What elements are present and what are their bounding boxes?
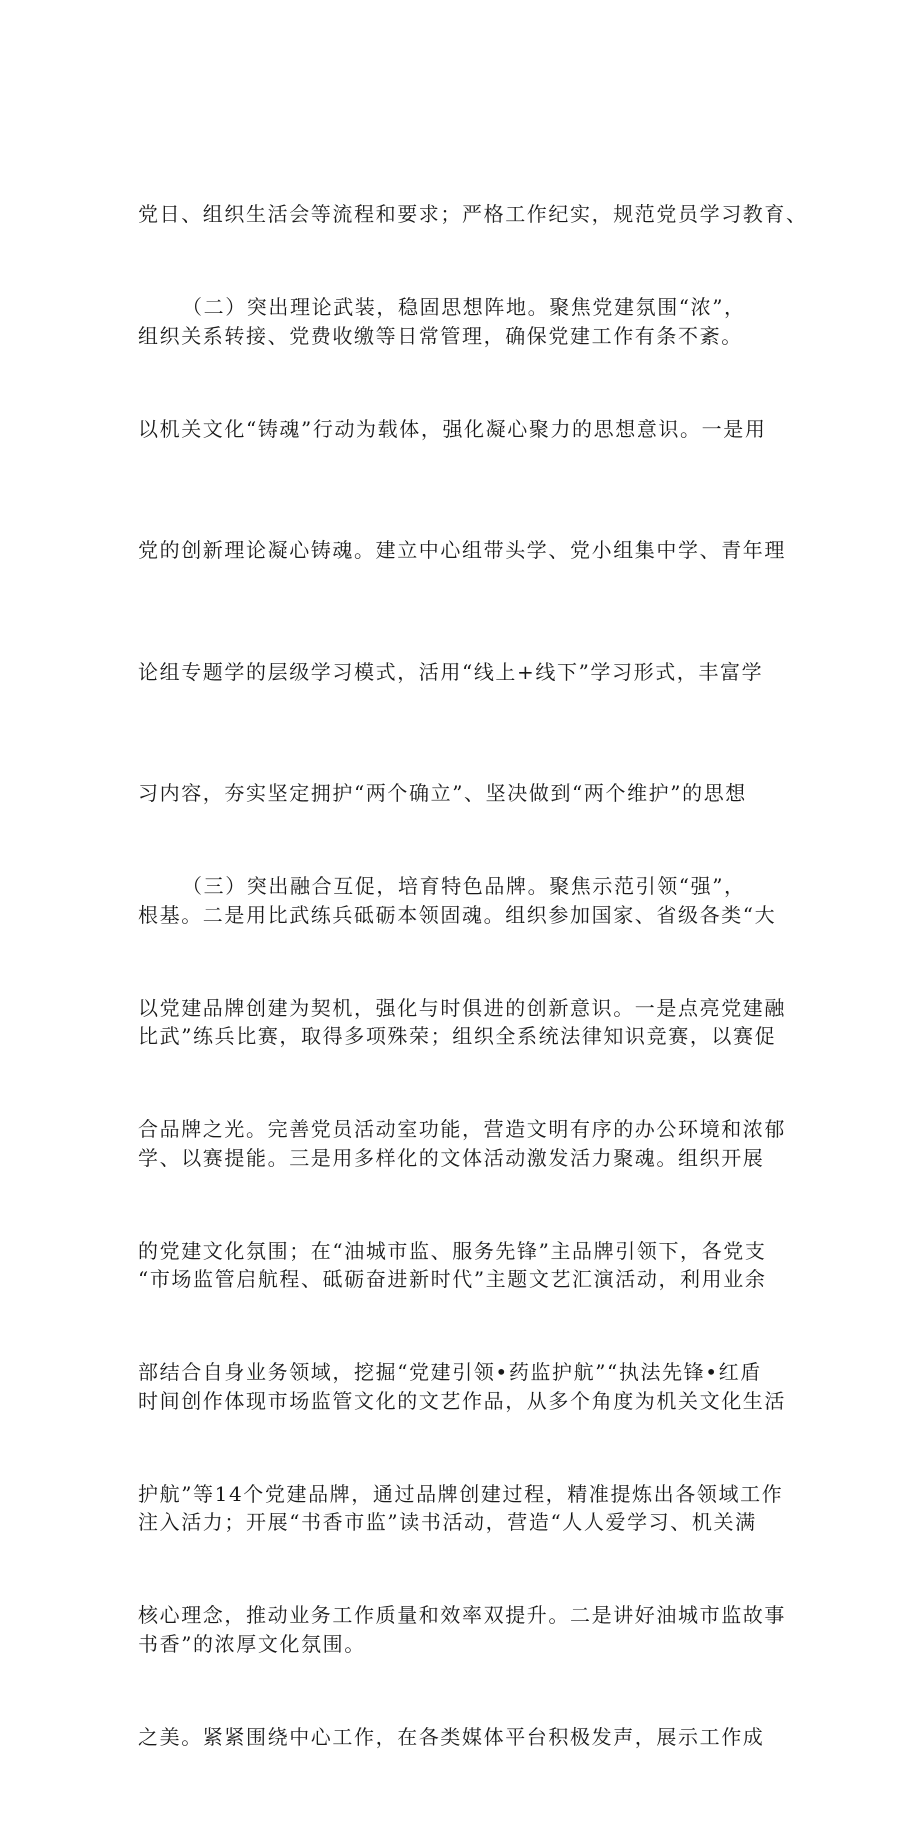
paragraph-3 <box>138 785 798 1838</box>
text-line: 护航”等14个党建品牌，通过品牌创建过程，精准提炼出各领域工作 <box>138 1481 784 1506</box>
text-line: 组织关系转接、党费收缴等日常管理，确保党建工作有条不紊。 <box>138 323 743 348</box>
text-line: 之美。紧紧围绕中心工作，在各类媒体平台积极发声，展示工作成 <box>138 1724 765 1749</box>
text-line: 党的创新理论凝心铸魂。建立中心组带头学、党小组集中学、青年理 <box>138 538 786 562</box>
text-line: 核心理念，推动业务工作质量和效率双提升。二是讲好油城市监故事 <box>138 1603 786 1627</box>
text-line: （三）突出融合互促，培育特色品牌。聚焦示范引领“强”， <box>182 874 746 898</box>
text-line: 比武”练兵比赛，取得多项殊荣；组织全系统法律知识竞赛，以赛促 <box>138 1024 777 1048</box>
text-line: 合品牌之光。完善党员活动室功能，营造文明有序的办公环境和浓郁 <box>138 1117 786 1141</box>
text-line: （二）突出理论武装，稳固思想阵地。聚焦党建氛围“浓”， <box>182 295 746 319</box>
text-line: 学、以赛提能。三是用多样化的文体活动激发活力聚魂。组织开展 <box>138 1145 765 1170</box>
text-line: 的党建文化氛围；在“油城市监、服务先锋”主品牌引领下，各党支 <box>138 1238 767 1263</box>
text-line: 以机关文化“铸魂”行动为载体，强化凝心聚力的思想意识。一是用 <box>138 416 767 441</box>
text-line: 论组专题学的层级学习模式，活用“线上+线下”学习形式，丰富学 <box>138 659 764 684</box>
text-line: 时间创作体现市场监管文化的文艺作品，从多个角度为机关文化生活 <box>138 1388 786 1413</box>
text-line: “市场监管启航程、砥砺奋进新时代”主题文艺汇演活动，利用业余 <box>138 1267 767 1291</box>
text-line: 部结合自身业务领域，挖掘“党建引领•药监护航”“执法先锋•红盾 <box>138 1360 762 1384</box>
text-line: 习内容，夯实坚定拥护“两个确立”、坚决做到“两个维护”的思想 <box>138 781 747 805</box>
text-line: 党日、组织生活会等流程和要求；严格工作纪实，规范党员学习教育、 <box>138 202 808 226</box>
text-line: 根基。二是用比武练兵砥砺本领固魂。组织参加国家、省级各类“大 <box>138 902 777 927</box>
text-line: 以党建品牌创建为契机，强化与时俱进的创新意识。一是点亮党建融 <box>138 995 786 1020</box>
text-line: 注入活力；开展“书香市监”读书活动，营造“人人爱学习、机关满 <box>138 1510 757 1534</box>
text-line: 书香”的浓厚文化氛围。 <box>138 1631 366 1656</box>
